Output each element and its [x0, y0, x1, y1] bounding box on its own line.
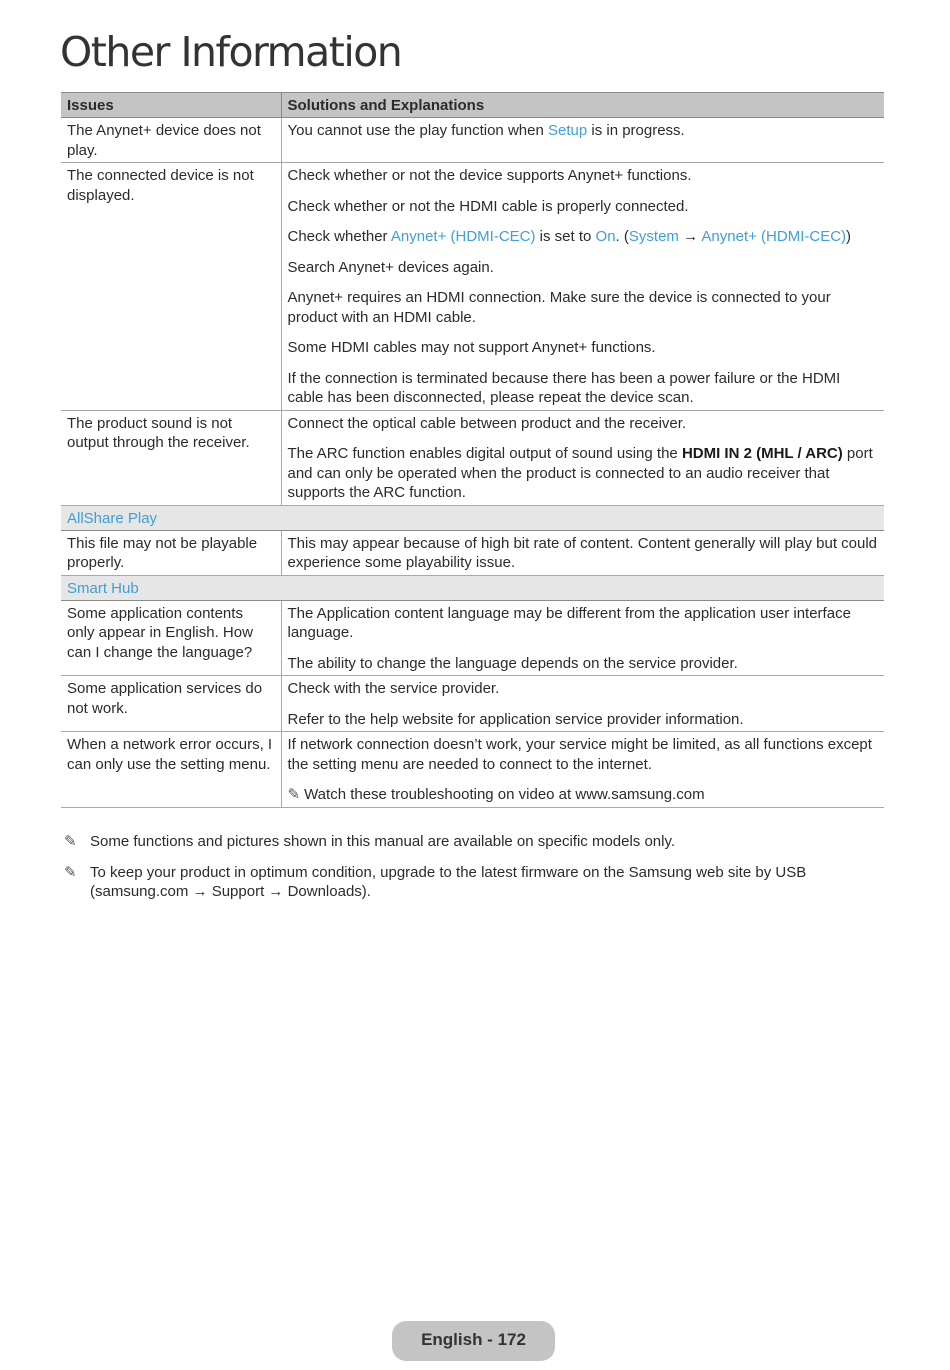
section-header-allshare — [61, 505, 884, 530]
section-header-smarthub — [61, 575, 884, 600]
table-row — [61, 732, 884, 808]
issue-cell: Some application services do not work. — [61, 676, 281, 732]
solution-cell — [281, 600, 884, 676]
solution-cell — [281, 732, 884, 808]
solution-cell — [281, 410, 884, 505]
table-row — [61, 118, 884, 163]
note-item — [64, 863, 874, 902]
issue-cell: The connected device is not displayed. — [61, 163, 281, 411]
solution-cell — [281, 676, 884, 732]
note-item — [64, 832, 874, 852]
pencil-note-icon: ✎ — [64, 832, 77, 850]
issue-cell: This file may not be playable properly. — [61, 530, 281, 575]
section-label: AllShare Play — [61, 505, 884, 530]
issue-cell: Some application contents only appear in English. How can I change the language? — [61, 600, 281, 676]
note-text: Some functions and pictures shown in this manual are available on specific models only. — [90, 833, 676, 850]
solution-text: The Application content language may be different from the application user interface language. — [287, 604, 851, 641]
solution-text: Refer to the help website for application service provider information. — [287, 710, 744, 728]
pencil-note-icon: ✎ — [287, 785, 301, 803]
solution-cell — [281, 118, 884, 163]
solution-text: Check whether or not the device supports Anynet+ functions. — [287, 167, 692, 184]
page-title: Other Information — [60, 28, 402, 76]
issue-cell: The product sound is not output through the receiver. — [61, 410, 281, 505]
port-name: HDMI IN 2 (MHL / ARC) — [681, 445, 843, 462]
solution-cell — [281, 163, 884, 411]
table-header-row — [61, 93, 884, 118]
table-row — [61, 600, 884, 676]
table-row — [61, 163, 884, 411]
issue-cell: The Anynet+ device does not play. — [61, 118, 281, 163]
solution-text: Connect the optical cable between product and the receiver. — [287, 414, 687, 432]
page-number-badge: English - 172 — [392, 1321, 555, 1361]
solution-text: The ability to change the language depends on the service provider. — [287, 654, 738, 672]
table-row — [61, 676, 884, 732]
issue-cell: When a network error occurs, I can only use the setting menu. — [61, 732, 281, 808]
solution-text: Check with the service provider. — [287, 680, 500, 697]
solution-text: If the connection is terminated because there has been a power failure or the HDMI cable has been disconnected, please repeat the device scan. — [287, 369, 841, 406]
solution-text: Anynet+ requires an HDMI connection. Make sure the device is connected to your product with an HDMI cable. — [287, 289, 831, 326]
solution-cell — [281, 530, 884, 575]
menu-link-anynet-path: Anynet+ (HDMI-CEC) — [701, 228, 847, 245]
solution-text: Check whether or not the HDMI cable is properly connected. — [287, 197, 689, 215]
solution-text: Check whether Anynet+ (HDMI-CEC) is set to On. (System → Anynet+ (HDMI-CEC)) — [287, 228, 852, 245]
table-row — [61, 410, 884, 505]
menu-link-on: On — [595, 228, 616, 245]
solution-text: Search Anynet+ devices again. — [287, 258, 494, 276]
pencil-note-icon: ✎ — [64, 862, 77, 881]
section-label: Smart Hub — [61, 575, 884, 600]
solution-note: ✎ Watch these troubleshooting on video at www.samsung.com — [287, 785, 705, 803]
notes-block — [64, 832, 874, 913]
menu-link-system: System — [628, 228, 679, 245]
solution-text: The ARC function enables digital output of sound using the HDMI IN 2 (MHL / ARC) port and can only be operated when the product is connected to an audio receiver that supports the ARC function. — [287, 445, 873, 501]
table-row — [61, 530, 884, 575]
solution-text: This may appear because of high bit rate of content. Content generally will play but could experience some playability issue. — [287, 534, 878, 571]
header-issues: Issues — [61, 93, 281, 118]
menu-link-setup: Setup — [547, 122, 588, 139]
solution-text: If network connection doesn’t work, your service might be limited, as all functions except the setting menu are needed to connect to the internet. — [287, 736, 872, 773]
menu-link-anynet: Anynet+ (HDMI-CEC) — [390, 228, 536, 245]
solution-text: You cannot use the play function when Setup is in progress. — [287, 122, 685, 139]
troubleshooting-table — [61, 92, 884, 808]
solution-text: Some HDMI cables may not support Anynet+ functions. — [287, 339, 656, 356]
note-text: To keep your product in optimum condition, upgrade to the latest firmware on the Samsung web site by USB (samsung.com → Support → Downloads). — [90, 863, 807, 900]
header-solutions: Solutions and Explanations — [281, 93, 884, 118]
